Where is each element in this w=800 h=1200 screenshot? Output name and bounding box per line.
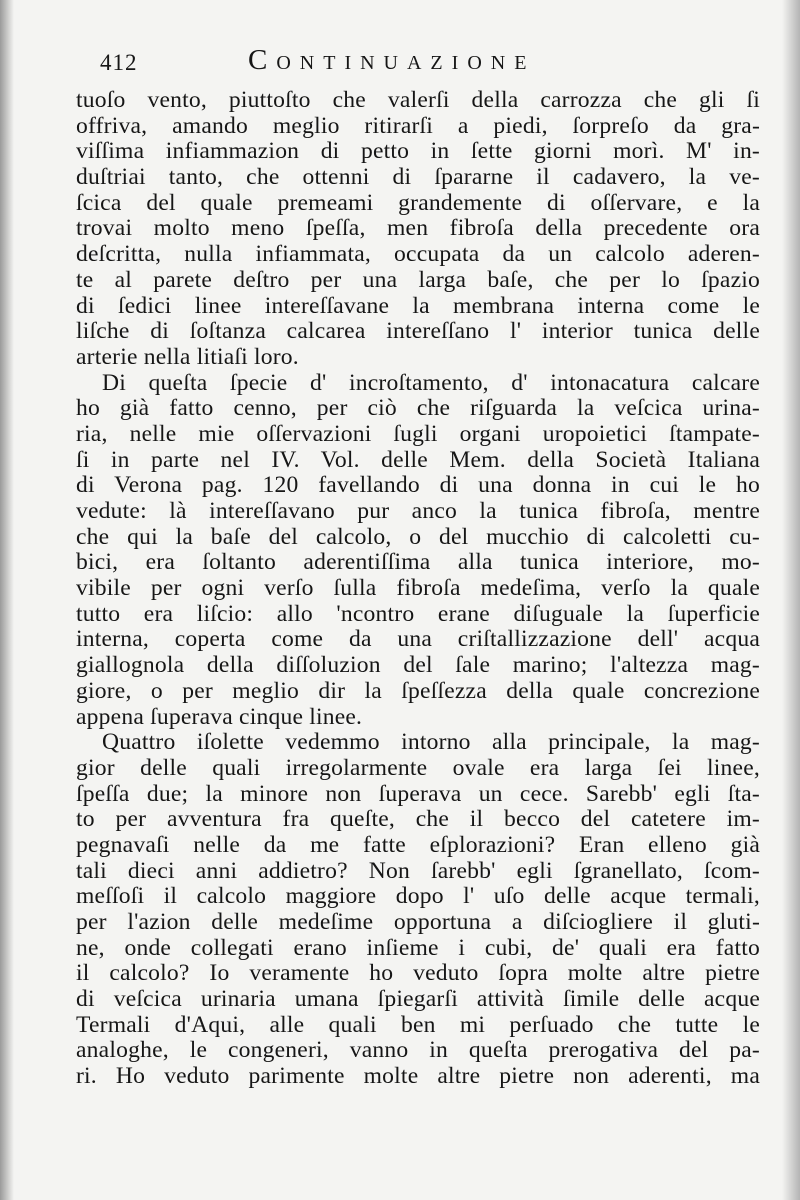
text-line: Quattro iſolette vedemmo intorno alla principale, la mag- — [102, 729, 760, 756]
text-line: il calcolo? Io veramente ho veduto ſopra molte altre pietre — [76, 960, 760, 987]
page-header — [100, 44, 740, 80]
text-line: giore, o per meglio dir la ſpeſſezza della quale concrezione — [76, 677, 760, 704]
text-line: tutto era liſcio: allo 'ncontro erane diſuguale la ſuperficie — [76, 600, 760, 627]
text-line: ſcica del quale premeami grandemente di oſſervare, e la — [76, 189, 760, 216]
running-head: Continuazione — [248, 44, 536, 76]
text-line: liſche di ſoſtanza calcarea intereſſano l' interior tunica delle — [76, 318, 760, 345]
text-line: tuoſo vento, piuttoſto che valerſi della carrozza che gli ſi — [76, 87, 760, 113]
text-line: vedute: là intereſſavano pur anco la tunica fibroſa, mentre — [76, 498, 760, 524]
body-text — [76, 88, 760, 1090]
text-line: giallognola della diſſoluzion del ſale marino; l'altezza mag- — [76, 652, 760, 679]
text-line: ne, onde collegati erano inſieme i cubi, de' quali era fatto — [76, 934, 760, 961]
text-line: che qui la baſe del calcolo, o del mucchio di calcoletti cu- — [76, 523, 760, 550]
text-line: pegnavaſi nelle da me fatte eſplorazioni? Eran elleno già — [76, 831, 760, 858]
text-line: ſi in parte nel IV. Vol. delle Mem. della Società Italiana — [76, 446, 760, 473]
page-edge-shadow — [782, 0, 800, 1200]
text-line: ſpeſſa due; la minore non ſuperava un cece. Sarebb' egli ſta- — [76, 780, 760, 807]
text-line: per l'azion delle medeſime opportuna a diſciogliere il gluti- — [76, 909, 760, 935]
text-line: di Verona pag. 120 favellando di una donna in cui le ho — [76, 472, 760, 499]
text-line: ria, nelle mie oſſervazioni ſugli organi uropoietici ſtampate- — [76, 420, 760, 447]
text-line: di veſcica urinaria umana ſpiegarſi attività ſimile delle acque — [76, 986, 760, 1013]
text-line: viſſima infiammazion di petto in ſette giorni morì. M' in- — [76, 138, 760, 165]
text-line: duſtriai tanto, che ottenni di ſpararne il cadavero, la ve- — [76, 164, 760, 191]
text-line: vibile per ogni verſo ſulla fibroſa medeſima, verſo la quale — [76, 575, 760, 602]
text-line: trovai molto meno ſpeſſa, men fibroſa della precedente ora — [76, 215, 760, 242]
text-line: di ſedici linee intereſſavane la membrana interna come le — [76, 292, 760, 319]
text-line: offriva, amando meglio ritirarſi a piedi, ſorpreſo da gra- — [76, 112, 760, 139]
text-line: Di queſta ſpecie d' incroſtamento, d' intonacatura calcare — [102, 369, 760, 396]
text-line: analoghe, le congeneri, vanno in queſta prerogativa del pa- — [76, 1037, 760, 1064]
text-line: interna, coperta come da una criſtallizzazione dell' acqua — [76, 626, 760, 653]
text-line: bici, era ſoltanto aderentiſſima alla tunica interiore, mo- — [76, 549, 760, 576]
text-line: ho già fatto cenno, per ciò che riſguarda la veſcica urina- — [76, 395, 760, 422]
text-line: te al parete deſtro per una larga baſe, che per lo ſpazio — [76, 266, 760, 293]
text-line: appena ſuperava cinque linee. — [76, 703, 363, 730]
text-line: meſſoſi il calcolo maggiore dopo l' uſo delle acque termali, — [76, 883, 760, 910]
text-line: Termali d'Aqui, alle quali ben mi perſuado che tutte le — [76, 1011, 760, 1038]
binding-shadow — [0, 0, 14, 1200]
text-line: deſcritta, nulla infiammata, occupata da un calcolo aderen- — [76, 241, 760, 268]
text-line: ri. Ho veduto parimente molte altre pietre non aderenti, ma — [76, 1063, 760, 1090]
text-line: gior delle quali irregolarmente ovale era larga ſei linee, — [76, 754, 760, 781]
text-line: arterie nella litiaſi loro. — [76, 343, 299, 370]
text-line: tali dieci anni addietro? Non ſarebb' egli ſgranellato, ſcom- — [76, 857, 760, 884]
text-line: to per avventura fra queſte, che il becco del catetere im- — [76, 806, 760, 833]
page-number: 412 — [100, 50, 138, 75]
